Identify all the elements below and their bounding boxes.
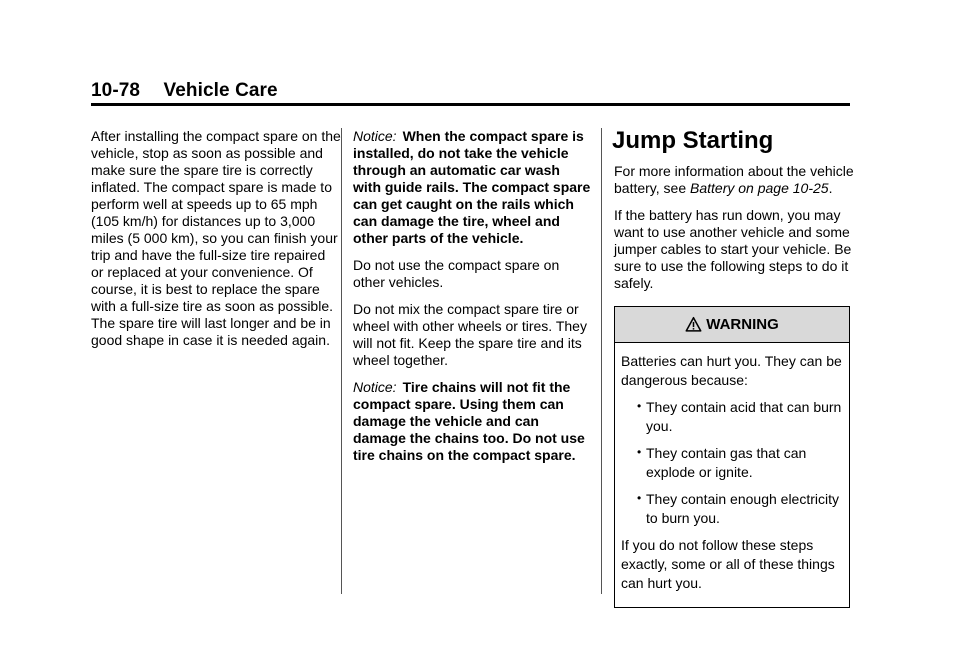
warning-body <box>615 343 849 607</box>
warning-box <box>614 306 850 608</box>
bullet-icon: • <box>637 445 642 459</box>
warning-header <box>615 307 849 343</box>
battery-cross-reference[interactable]: Battery on page 10-25 <box>690 180 829 196</box>
list-item-text: They contain enough electricity to burn you. <box>646 491 839 526</box>
list-item-text: They contain acid that can burn you. <box>646 399 842 434</box>
column-2 <box>353 128 591 474</box>
notice-text: When the compact spare is installed, do not take the vehicle through an automatic car wash with guide rails. The compact spare can get caught on the rails which can damage the tire, wheel and other parts of the vehicle. <box>353 128 591 246</box>
header-rule <box>91 103 850 106</box>
paragraph-mix-spare: Do not mix the compact spare tire or wheel with other wheels or tires. They will not fit. Keep the spare tire and its wheel together. <box>353 301 587 368</box>
column-3 <box>614 128 854 608</box>
battery-info-text: For more information about the vehicle battery, see <box>614 163 854 196</box>
section-title: Vehicle Care <box>163 80 278 101</box>
notice-label: Notice: <box>353 128 397 144</box>
notice-car-wash <box>353 128 591 247</box>
battery-info-suffix: . <box>828 180 833 196</box>
list-item <box>621 490 843 528</box>
warning-triangle-icon <box>685 316 702 333</box>
section-heading: Jump Starting <box>612 127 774 154</box>
column-1 <box>91 128 341 359</box>
page-number: 10-78 <box>91 80 141 101</box>
paragraph-battery-info <box>614 163 854 197</box>
list-item-text: They contain gas that can explode or ignite. <box>646 445 807 480</box>
warning-outro: If you do not follow these steps exactly, some or all of these things can hurt you. <box>621 537 835 591</box>
column-divider-1 <box>341 128 342 594</box>
notice-label: Notice: <box>353 379 397 395</box>
page-header <box>91 80 278 102</box>
notice-text: Tire chains will not fit the compact spare. Using them can damage the vehicle and can damage the chains too. Do not use tire chains on the compact spare. <box>353 379 585 463</box>
list-item <box>621 444 843 482</box>
paragraph-other-vehicles: Do not use the compact spare on other vehicles. <box>353 257 560 290</box>
paragraph-battery-run-down: If the battery has run down, you may want to use another vehicle and some jumper cables to start your vehicle. Be sure to use the following steps to do it safely. <box>614 207 852 291</box>
compact-spare-paragraph: After installing the compact spare on the vehicle, stop as soon as possible and make sure the spare tire is correctly inflated. The compact spare is made to perform well at speeds up to 65 mph (105 km/h) for distances up to 3,000 miles (5 000 km), so you can finish your trip and have the full-size tire repaired or replaced at your convenience. Of course, it is best to replace the spare with a full-size tire as soon as possible. The spare tire will last longer and be in good shape in case it is needed again. <box>91 128 341 348</box>
warning-list <box>621 398 843 528</box>
list-item <box>621 398 843 436</box>
bullet-icon: • <box>637 491 642 505</box>
warning-intro: Batteries can hurt you. They can be dangerous because: <box>621 353 842 388</box>
notice-tire-chains <box>353 379 591 464</box>
column-divider-2 <box>601 128 602 594</box>
bullet-icon: • <box>637 399 642 413</box>
warning-title: WARNING <box>706 316 779 333</box>
